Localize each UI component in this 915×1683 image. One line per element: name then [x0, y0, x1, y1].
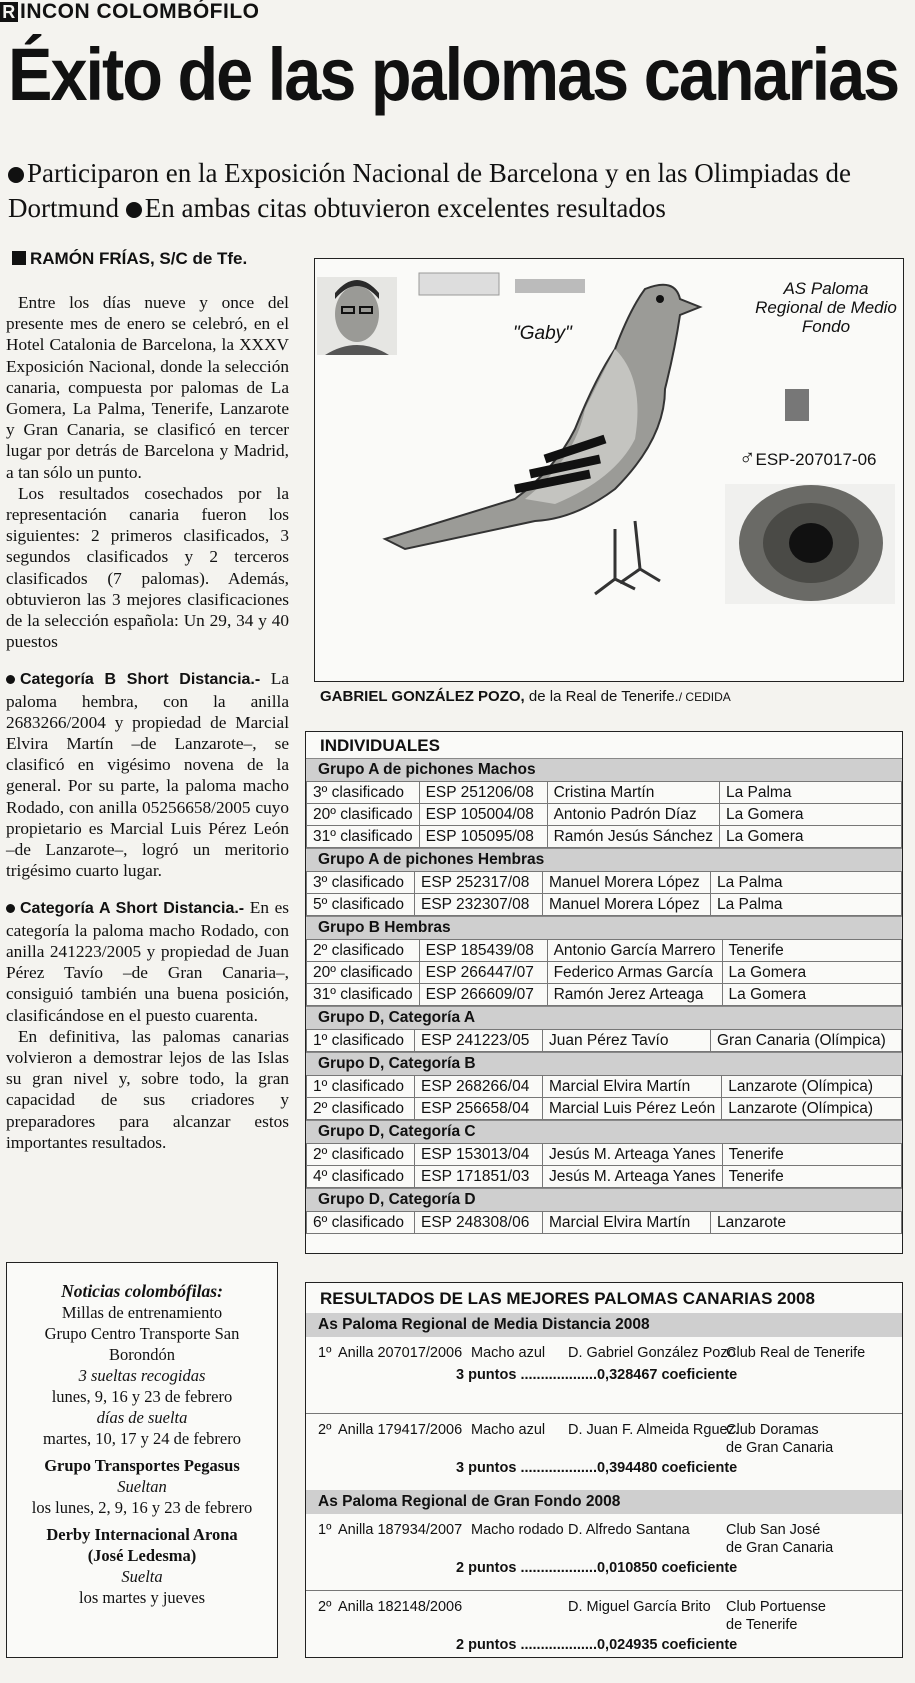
owner-cell: Marcial Elvira Martín	[543, 1076, 722, 1098]
entry-owner: D. Miguel García Brito	[568, 1599, 711, 1615]
entry-owner: D. Gabriel González Pozo	[568, 1345, 736, 1361]
entry-pos: 1º	[318, 1522, 332, 1538]
resultados-entry	[306, 1514, 902, 1591]
owner-cell: Manuel Morera López	[543, 894, 711, 916]
caption-credit: / CEDIDA	[678, 690, 731, 704]
table-row	[307, 1212, 902, 1234]
resultados-box	[305, 1282, 903, 1658]
resultados-section-header: As Paloma Regional de Gran Fondo 2008	[306, 1490, 902, 1514]
noticias-line: los martes y jueves	[78, 1588, 205, 1607]
ring-cell: ESP 268266/04	[415, 1076, 543, 1098]
ring-cell: ESP 266447/07	[419, 962, 547, 984]
resultados-entry	[306, 1337, 902, 1414]
subheadline	[8, 156, 903, 226]
position-cell: 1º clasificado	[307, 1076, 415, 1098]
entry-tipo: Macho azul	[471, 1345, 546, 1361]
owner-cell: Antonio Padrón Díaz	[547, 804, 719, 826]
entry-tipo: Macho azul	[471, 1422, 546, 1438]
ring-cell: ESP 171851/03	[415, 1166, 543, 1188]
island-cell: Lanzarote (Olímpica)	[722, 1098, 902, 1120]
island-cell: La Palma	[711, 872, 902, 894]
ring-cell: ESP 185439/08	[419, 940, 547, 962]
category-b-text: La paloma hembra, con la anilla 2683266/2004 y propiedad de Marcial Elvira Martín –de Lanzarote–, se clasificó en vigésimo novena de la general. Por su parte, la paloma macho Rodado, con anilla 05256658/2005 cuyo propietario es Marcial Luis Pérez León –de Lanzarote–, logró un meritorio trigésimo cuarto lugar.	[6, 669, 290, 881]
group-header: Grupo A de pichones Hembras	[306, 848, 902, 871]
section-tag-text: INCON COLOMBÓFILO	[20, 0, 260, 23]
table-row	[307, 1144, 902, 1166]
group-table	[306, 1029, 902, 1052]
category-b-title: Categoría B Short Distancia.-	[20, 671, 261, 689]
ring-cell: ESP 105095/08	[419, 826, 547, 848]
entry-club2: de Gran Canaria	[726, 1540, 834, 1556]
ring-cell: ESP 232307/08	[415, 894, 543, 916]
ring-cell: ESP 248308/06	[415, 1212, 543, 1234]
noticias-line: Suelta	[121, 1567, 163, 1586]
island-cell: La Palma	[711, 894, 902, 916]
entry-puntos: 2 puntos ...................0,010850 coeficiente	[456, 1560, 738, 1576]
group-header: Grupo D, Categoría D	[306, 1188, 902, 1211]
small-plaque-right	[515, 279, 585, 293]
bullet-dot-icon	[6, 675, 15, 684]
headline: Éxito de las palomas canarias	[8, 33, 899, 116]
ring-cell: ESP 105004/08	[419, 804, 547, 826]
entry-club: Club Doramas	[726, 1422, 819, 1438]
position-cell: 20º clasificado	[307, 804, 420, 826]
caption-name: GABRIEL GONZÁLEZ POZO,	[320, 688, 525, 705]
ring-cell: ESP 241223/05	[415, 1030, 543, 1052]
entry-club2: de Tenerife	[726, 1617, 798, 1633]
position-cell: 6º clasificado	[307, 1212, 415, 1234]
table-row	[307, 984, 902, 1006]
group-table	[306, 939, 902, 1006]
ring-cell: ESP 256658/04	[415, 1098, 543, 1120]
noticias-line: días de suelta	[96, 1408, 188, 1427]
entry-anilla: Anilla 207017/2006	[338, 1345, 463, 1361]
section-tag-initial: R	[0, 2, 18, 22]
section-tag	[0, 0, 259, 24]
table-row	[307, 940, 902, 962]
table-row	[307, 962, 902, 984]
owner-cell: Marcial Luis Pérez León	[543, 1098, 722, 1120]
category-a-text: En es categoría la paloma macho Rodado, con anilla 241223/2005 y propiedad de Juan Pérez Tavío –de Gran Canaria–, consiguió también una buena posición, clasificándose en el puesto cuarenta.	[6, 898, 290, 1025]
entry-anilla: Anilla 187934/2007	[338, 1522, 463, 1538]
owner-cell: Cristina Martín	[547, 782, 719, 804]
entry-pos: 1º	[318, 1345, 332, 1361]
bullet-dot-icon	[126, 202, 142, 218]
owner-cell: Ramón Jerez Arteaga	[547, 984, 722, 1006]
entry-club: Club San José	[726, 1522, 821, 1538]
table-row	[307, 1166, 902, 1188]
table-row	[307, 804, 902, 826]
position-cell: 5º clasificado	[307, 894, 415, 916]
group-header: Grupo D, Categoría A	[306, 1006, 902, 1029]
entry-club: Club Portuense	[726, 1599, 826, 1615]
article-paragraph: En definitiva, las palomas canarias volvieron a demostrar lejos de las Islas su gran nivel y, sobre todo, la gran capacidad de sus criadores y preparadores para alcanzar estos importantes resultados.	[6, 1026, 289, 1152]
island-cell: Gran Canaria (Olímpica)	[711, 1030, 902, 1052]
photo-ring	[739, 445, 876, 471]
owner-cell: Ramón Jesús Sánchez	[547, 826, 719, 848]
island-cell: Tenerife	[722, 1166, 901, 1188]
table-row	[307, 1076, 902, 1098]
island-cell: Lanzarote	[711, 1212, 902, 1234]
noticias-title: Noticias colombófilas:	[61, 1281, 223, 1301]
noticias-line: Grupo Centro Transporte San Borondón	[44, 1324, 240, 1364]
trophy-icon	[785, 389, 809, 421]
subheadline-part2: En ambas citas obtuvieron excelentes resultados	[144, 193, 666, 223]
noticias-line: Derby Internacional Arona	[46, 1525, 238, 1544]
byline	[12, 249, 247, 269]
position-cell: 31º clasificado	[307, 984, 420, 1006]
resultados-title: RESULTADOS DE LAS MEJORES PALOMAS CANARIAS 2008	[320, 1289, 815, 1308]
article-body	[6, 292, 289, 1153]
photo-ring-number: ESP-207017-06	[755, 450, 877, 469]
owner-cell: Jesús M. Arteaga Yanes	[543, 1144, 723, 1166]
article-category-a	[6, 897, 289, 1025]
resultados-section-header: As Paloma Regional de Media Distancia 2008	[306, 1313, 902, 1337]
subheadline-part1: Participaron en la Exposición Nacional de Barcelona y en las Olimpiadas de Dortmund	[8, 158, 851, 223]
entry-puntos: 3 puntos ...................0,394480 coeficiente	[456, 1460, 738, 1476]
noticias-line: los lunes, 2, 9, 16 y 23 de febrero	[31, 1498, 253, 1517]
owner-cell: Manuel Morera López	[543, 872, 711, 894]
position-cell: 2º clasificado	[307, 1098, 415, 1120]
group-header: Grupo B Hembras	[306, 916, 902, 939]
bullet-dot-icon	[8, 167, 24, 183]
ring-cell: ESP 266609/07	[419, 984, 547, 1006]
noticias-line: martes, 10, 17 y 24 de febrero	[43, 1429, 241, 1448]
entry-club2: de Gran Canaria	[726, 1440, 834, 1456]
entry-puntos: 3 puntos ...................0,328467 coeficiente	[456, 1367, 738, 1383]
owner-cell: Jesús M. Arteaga Yanes	[543, 1166, 723, 1188]
ring-cell: ESP 252317/08	[415, 872, 543, 894]
individuales-groups	[306, 758, 902, 1234]
island-cell: La Gomera	[722, 984, 901, 1006]
ring-cell: ESP 153013/04	[415, 1144, 543, 1166]
group-table	[306, 781, 902, 848]
position-cell: 2º clasificado	[307, 940, 420, 962]
noticias-line: Grupo Transportes Pegasus	[44, 1456, 240, 1475]
noticias-line: (José Ledesma)	[87, 1546, 197, 1565]
table-row	[307, 872, 902, 894]
owner-cell: Juan Pérez Tavío	[543, 1030, 711, 1052]
resultados-entry	[306, 1591, 902, 1667]
photo-caption	[320, 688, 731, 705]
entry-pos: 2º	[318, 1599, 332, 1615]
bullet-dot-icon	[6, 904, 15, 913]
position-cell: 31º clasificado	[307, 826, 420, 848]
article-paragraph: Entre los días nueve y once del presente mes de enero se celebró, en el Hotel Catalonia de Barcelona, la XXXV Exposición Nacional, donde la selección canaria, compuesta por palomas de La Gomera, La Palma, Tenerife, Lanzarote y Gran Canaria, se clasificó en tercer lugar por detrás de Barcelona y Madrid, a tan sólo un punto.	[6, 293, 289, 482]
entry-anilla: Anilla 182148/2006	[338, 1599, 463, 1615]
article-paragraph: Los resultados cosechados por la representación canaria fueron los siguientes: 2 primeros clasificados, 3 segundos clasificados y 2 terceros clasificados (7 palomas). Además, obtuvieron las 3 mejores clasificaciones de la selección española: Un 29, 34 y 40 puestos	[6, 483, 289, 652]
byline-text: RAMÓN FRÍAS, S/C de Tfe.	[30, 249, 248, 268]
entry-pos: 2º	[318, 1422, 332, 1438]
pigeon-photo	[314, 258, 904, 682]
owner-cell: Federico Armas García	[547, 962, 722, 984]
island-cell: La Gomera	[719, 804, 901, 826]
position-cell: 2º clasificado	[307, 1144, 415, 1166]
table-row	[307, 1030, 902, 1052]
island-cell: La Palma	[719, 782, 901, 804]
male-symbol-icon: ♂	[739, 445, 756, 470]
group-table	[306, 1143, 902, 1188]
position-cell: 3º clasificado	[307, 872, 415, 894]
entry-owner: D. Juan F. Almeida Rguez.	[568, 1422, 739, 1438]
resultados-sections	[306, 1313, 902, 1667]
group-header: Grupo D, Categoría C	[306, 1120, 902, 1143]
island-cell: La Gomera	[719, 826, 901, 848]
photo-title: AS Paloma Regional de Medio Fondo	[755, 279, 897, 336]
entry-tipo: Macho rodado	[471, 1522, 564, 1538]
group-header: Grupo D, Categoría B	[306, 1052, 902, 1075]
owner-cell: Antonio García Marrero	[547, 940, 722, 962]
entry-puntos: 2 puntos ...................0,024935 coeficiente	[456, 1637, 738, 1653]
table-row	[307, 1098, 902, 1120]
noticias-line: Millas de entrenamiento	[61, 1303, 223, 1322]
entry-anilla: Anilla 179417/2006	[338, 1422, 463, 1438]
small-plaque-left	[419, 273, 499, 295]
island-cell: Lanzarote (Olímpica)	[722, 1076, 902, 1098]
noticias-line: 3 sueltas recogidas	[78, 1366, 206, 1385]
island-cell: Tenerife	[722, 1144, 901, 1166]
table-row	[307, 826, 902, 848]
group-table	[306, 1211, 902, 1234]
group-header: Grupo A de pichones Machos	[306, 758, 902, 781]
entry-owner: D. Alfredo Santana	[568, 1522, 690, 1538]
caption-text: de la Real de Tenerife.	[524, 688, 679, 705]
article-category-b	[6, 668, 289, 881]
position-cell: 4º clasificado	[307, 1166, 415, 1188]
individuales-box	[305, 731, 903, 1254]
position-cell: 20º clasificado	[307, 962, 420, 984]
table-row	[307, 782, 902, 804]
table-row	[307, 894, 902, 916]
ring-cell: ESP 251206/08	[419, 782, 547, 804]
island-cell: Tenerife	[722, 940, 901, 962]
noticias-line: Sueltan	[117, 1477, 167, 1496]
resultados-entry	[306, 1414, 902, 1490]
byline-square-icon	[12, 251, 26, 265]
noticias-line: lunes, 9, 16 y 23 de febrero	[51, 1387, 233, 1406]
individuales-title: INDIVIDUALES	[320, 736, 440, 755]
category-a-title: Categoría A Short Distancia.-	[20, 900, 245, 918]
photo-bird-name: "Gaby"	[513, 323, 572, 344]
group-table	[306, 871, 902, 916]
group-table	[306, 1075, 902, 1120]
island-cell: La Gomera	[722, 962, 901, 984]
position-cell: 3º clasificado	[307, 782, 420, 804]
owner-cell: Marcial Elvira Martín	[543, 1212, 711, 1234]
entry-club: Club Real de Tenerife	[726, 1345, 866, 1361]
position-cell: 1º clasificado	[307, 1030, 415, 1052]
noticias-box	[6, 1262, 278, 1658]
